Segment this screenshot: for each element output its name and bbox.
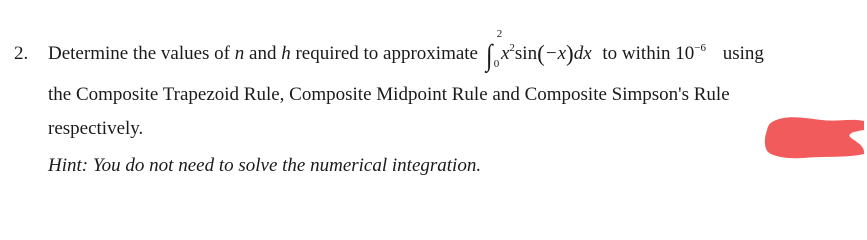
question-number: 2. xyxy=(14,43,29,64)
tolerance-exponent: −6 xyxy=(694,42,706,54)
sin-function: sin xyxy=(514,43,538,64)
hint-line: Hint: You do not need to solve the numerical integration. xyxy=(48,155,482,176)
lower-limit: 0 xyxy=(493,58,500,70)
differential: dx xyxy=(573,43,592,64)
within-text: to within 10 xyxy=(597,43,695,64)
question-line-3: respectively. xyxy=(48,118,144,139)
integrand-exponent: 2 xyxy=(509,42,515,54)
close-paren: ) xyxy=(566,41,574,66)
using-text: using xyxy=(717,43,764,64)
redaction-mark xyxy=(764,112,867,160)
sin-argument: −x xyxy=(544,43,567,64)
redaction-stroke xyxy=(765,117,864,158)
and-text: and xyxy=(244,43,282,64)
required-text: required to approximate xyxy=(290,43,483,64)
question-text-start: Determine the values of xyxy=(48,43,235,64)
integrand-x: x xyxy=(500,43,510,64)
variable-h: h xyxy=(281,43,291,64)
open-paren: ( xyxy=(537,41,545,66)
upper-limit: 2 xyxy=(496,28,503,40)
integral-expression xyxy=(485,28,592,72)
variable-n: n xyxy=(234,43,245,64)
question-line-2: the Composite Trapezoid Rule, Composite Midpoint Rule and Composite Simpson's Rule xyxy=(48,84,730,105)
question-line-1 xyxy=(14,28,764,72)
integral-sign: ∫ xyxy=(485,39,493,72)
